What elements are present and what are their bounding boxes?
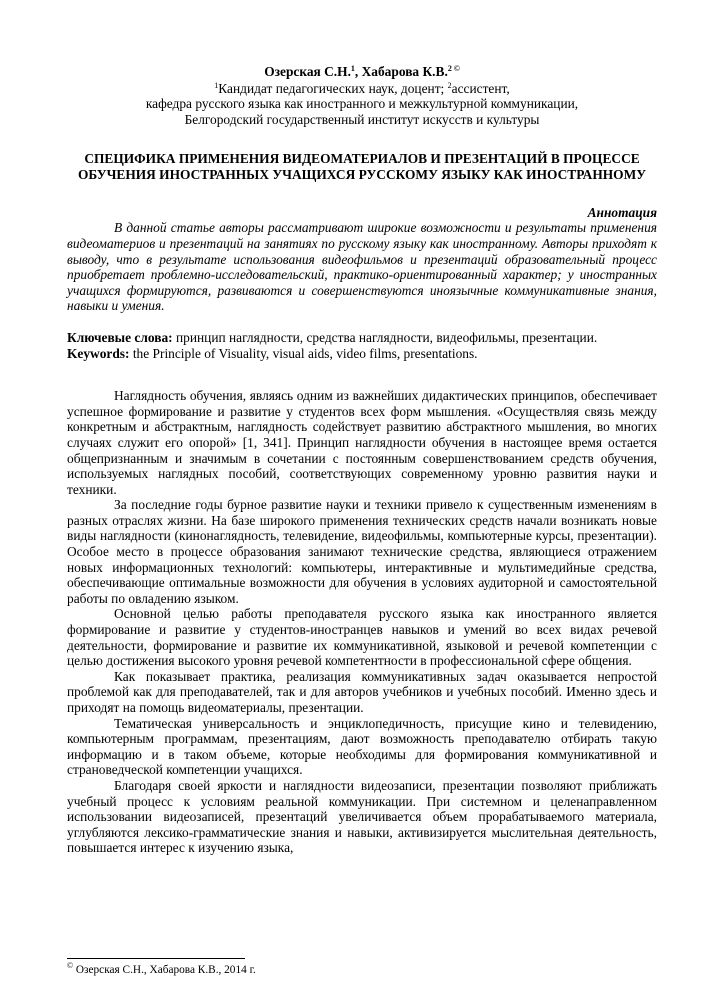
body-paragraph: Благодаря своей яркости и наглядности видеозаписи, презентации позволяют приближать учебный процесс к условиям реальной коммуникации. При системном и целенаправленном использовании видеозаписей, презентаций увеличивается объем прорабатываемого материала, углубляются лексико-грамматические знания и навыки, активизируется мыслительная деятельность, повышается интерес к изучению языка, — [67, 777, 657, 856]
affiliation-superscript-1: 1 — [214, 80, 219, 90]
affiliation-line-3: Белгородский государственный институт искусств и культуры — [184, 112, 540, 128]
author-superscript-2: 2 © — [447, 64, 460, 73]
annotation-heading: Аннотация — [587, 204, 657, 220]
author-name-1: Озерская С.Н. — [264, 64, 351, 79]
keywords-ru-label: Ключевые слова: — [67, 329, 173, 345]
footnote-divider — [67, 958, 245, 959]
affiliation-text-2: ассистент, — [451, 80, 510, 96]
keywords-en-label: Keywords: — [67, 345, 130, 361]
keywords-block — [67, 330, 657, 361]
keywords-en — [67, 346, 657, 362]
affiliation-superscript-2: 2 — [447, 80, 452, 90]
body-paragraph: Как показывает практика, реализация коммуникативных задач оказывается непростой проблемой как для преподавателей, так и для авторов учебников и учебных пособий. Именно здесь и приходят на помощь видеоматериалы, презентации. — [67, 668, 657, 716]
annotation-text: В данной статье авторы рассматривают широкие возможности и результаты применения видеоматериов и презентаций на занятиях по русскому языку как иностранному. Авторы приходят к выводу, что в результате использования видеофильмов и презентаций образовательный процесс приобретает проблемно-исследовательский, практико-ориентированный характер; у иностранных учащихся формируются, развиваются и совершенствуются иноязычные коммуникативные знания, навыки и умения. — [67, 220, 657, 314]
keywords-ru-text: принцип наглядности, средства наглядности, видеофильмы, презентации. — [172, 329, 598, 345]
authors-line — [67, 64, 657, 80]
footnote — [67, 961, 657, 977]
footnote-text: Озерская С.Н., Хабарова К.В., 2014 г. — [73, 964, 256, 976]
article-body — [67, 388, 657, 856]
body-paragraph: Основной целью работы преподавателя русского языка как иностранного является формирование и развитие у студентов-иностранцев навыков и умений во всех видах речевой деятельности, формирование и развитие их коммуникативной, языковой и речевой компетенции с целью достижения высокого уровня речевой компетентности в профессиональной сфере общения. — [67, 606, 657, 669]
affiliation-line-2: кафедра русского языка как иностранного и межкультурной коммуникации, — [145, 96, 579, 112]
copyright-symbol: © — [67, 961, 74, 970]
author-superscript-1: 1 — [350, 64, 355, 73]
author-separator: , — [354, 64, 362, 79]
keywords-ru — [67, 330, 657, 346]
article-page — [67, 64, 657, 856]
author-name-2: Хабарова К.В. — [361, 64, 448, 79]
body-paragraph: За последние годы бурное развитие науки и техники привело к существенным изменениям в разных отраслях жизни. На базе широкого применения технических средств начали возникать новые виды наглядности (кинонаглядность, телевидение, видеофильмы, компьютерные курсы, презентации). Особое место в процессе образования занимают технические средства, являющиеся отражением новых информационных технологий: компьютеры, интерактивные и мультимедийные средства, обеспечивающие оптимальные возможности для обучения в условиях аудиторной и самостоятельной работы по овладению языком. — [67, 497, 657, 606]
body-paragraph: Наглядность обучения, являясь одним из важнейших дидактических принципов, обеспечивает успешное формирование и развитие у студентов всех форм мышления. «Осуществляя связь между конкретным и абстрактным, наглядность содействует развитию абстрактного мышления, во многих случаях служит его опорой» [1, 341]. Принцип наглядности обучения в настоящее время остается общепризнанным и значимым в сочетании с постоянным совершенствованием средств обучения, используемых наглядных пособий, соответствующих современному уровню развития науки и техники. — [67, 388, 657, 497]
article-title: СПЕЦИФИКА ПРИМЕНЕНИЯ ВИДЕОМАТЕРИАЛОВ И ПРЕЗЕНТАЦИЙ В ПРОЦЕССЕ ОБУЧЕНИЯ ИНОСТРАННЫХ УЧАЩИХСЯ РУССКОМУ ЯЗЫКУ КАК ИНОСТРАННОМУ — [77, 150, 647, 183]
affiliation-line-1 — [67, 81, 657, 97]
keywords-en-text: the Principle of Visuality, visual aids, video films, presentations. — [129, 345, 478, 361]
affiliation-text-1: Кандидат педагогических наук, доцент; — [218, 80, 448, 96]
body-paragraph: Тематическая универсальность и энциклопедичность, присущие кино и телевидению, компьютерным программам, презентациям, дают возможность преподавателю отбирать такую информацию и в таком объеме, которые необходимы для формирования коммуникативной и страноведческой компетенции учащихся. — [67, 715, 657, 778]
